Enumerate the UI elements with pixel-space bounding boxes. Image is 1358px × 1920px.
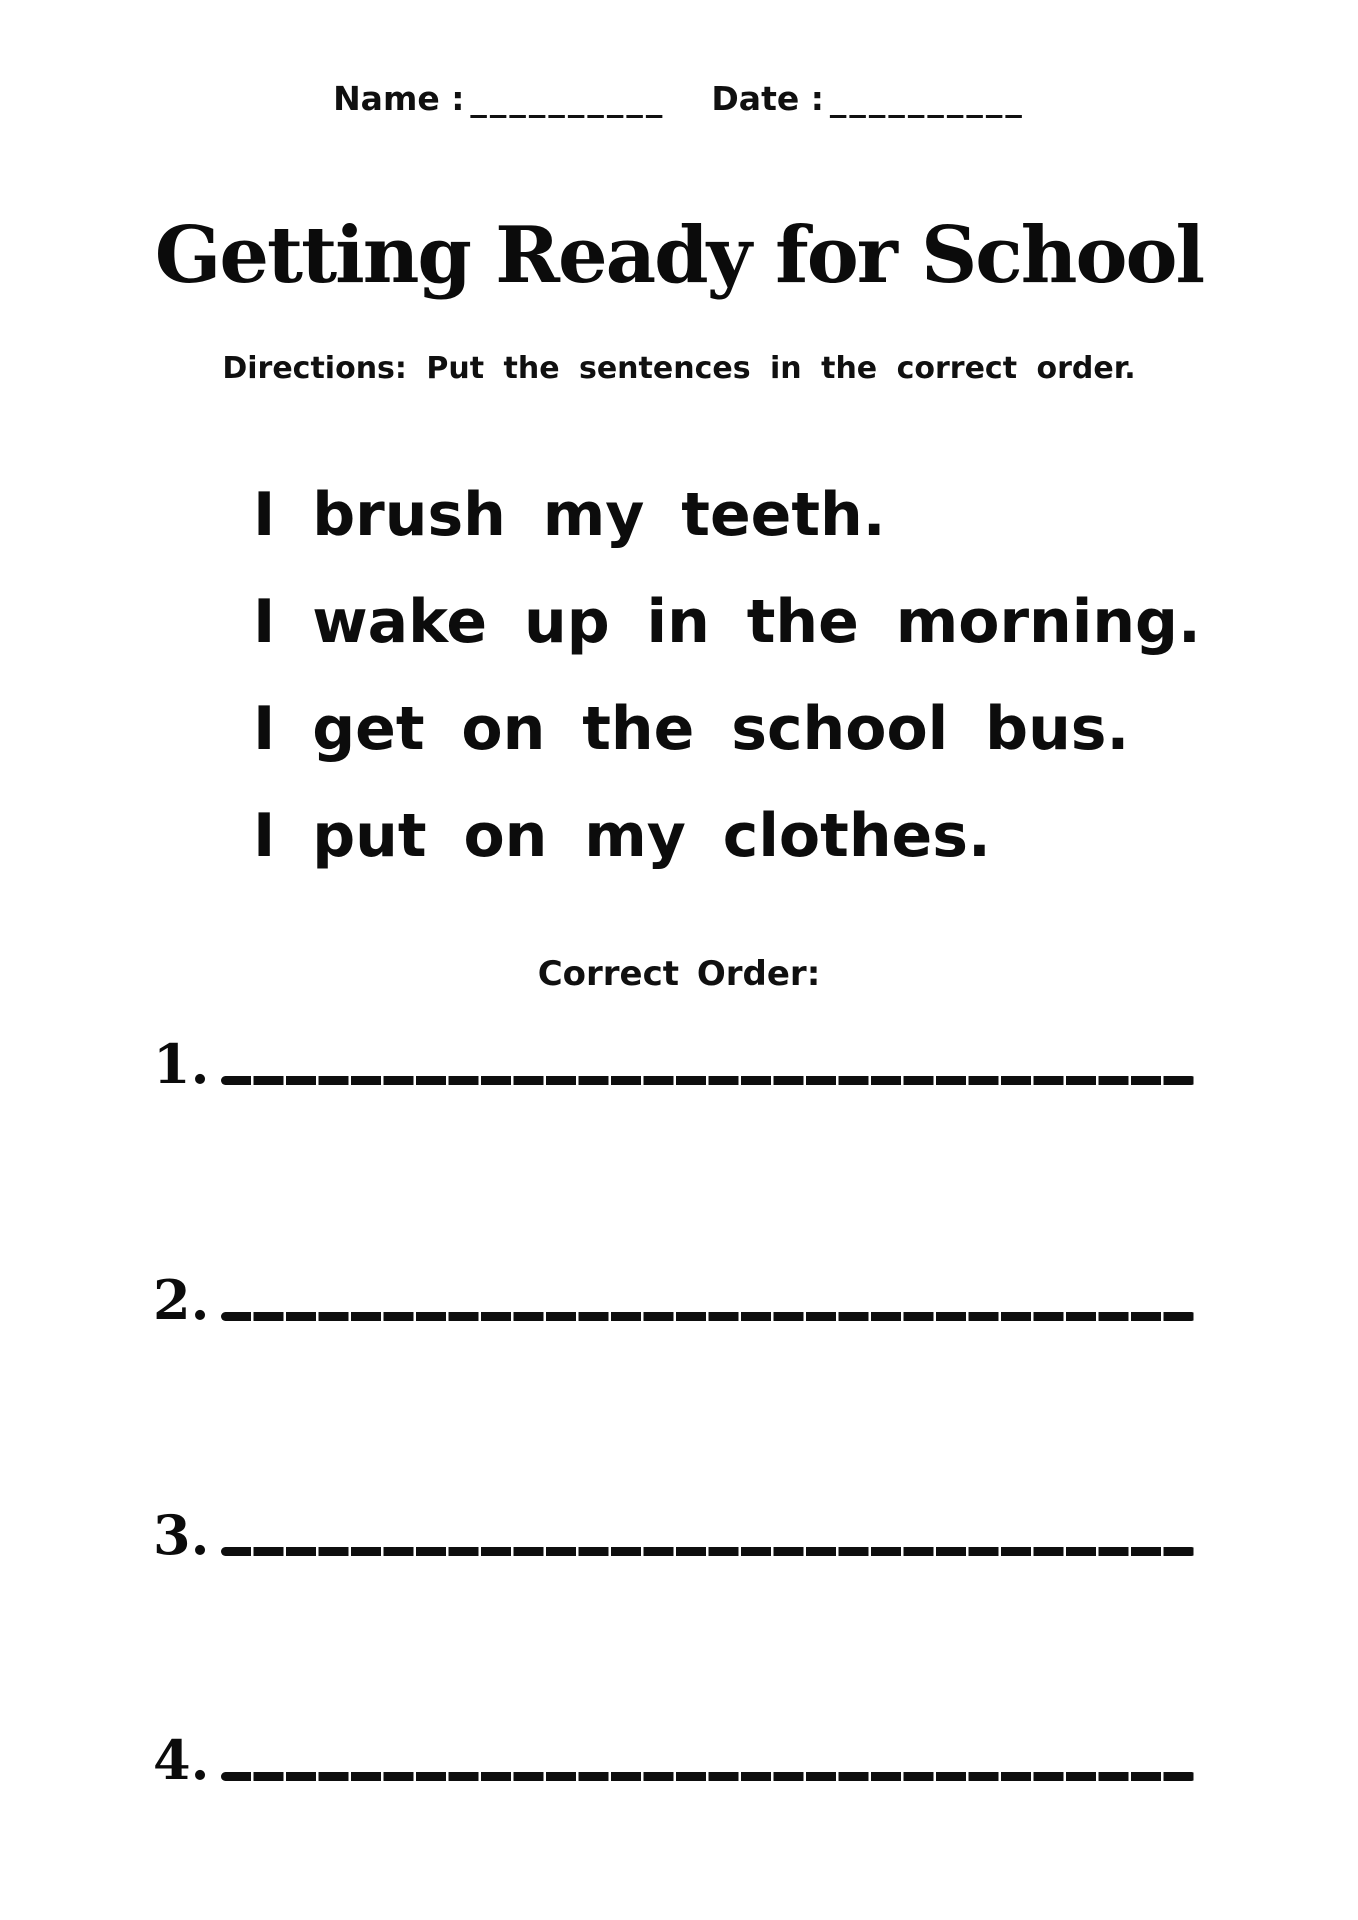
answer-number-3: 3. bbox=[153, 1503, 210, 1567]
answer-blank-line-2[interactable] bbox=[221, 1312, 1196, 1321]
sentence-list bbox=[253, 462, 1298, 890]
correct-order-heading: Correct Order: bbox=[537, 954, 821, 994]
name-blank-field[interactable]: __________ bbox=[470, 79, 666, 118]
answer-row-4 bbox=[153, 1728, 1196, 1792]
answer-number-4: 4. bbox=[153, 1728, 210, 1792]
page-title: Getting Ready for School bbox=[154, 210, 1204, 301]
answer-number-2: 2. bbox=[153, 1268, 210, 1332]
name-date-row bbox=[0, 78, 1358, 120]
answer-number-1: 1. bbox=[153, 1032, 210, 1096]
date-blank-field[interactable]: __________ bbox=[829, 79, 1025, 118]
answer-blank-line-4[interactable] bbox=[221, 1772, 1196, 1781]
sentence-item: I wake up in the morning. bbox=[253, 587, 1201, 657]
answer-row-2 bbox=[153, 1268, 1196, 1332]
answer-blank-line-1[interactable] bbox=[221, 1076, 1196, 1085]
sentence-item: I get on the school bus. bbox=[253, 694, 1130, 764]
date-label: Date : bbox=[711, 79, 824, 118]
sentence-item: I put on my clothes. bbox=[253, 801, 991, 871]
answer-blank-line-3[interactable] bbox=[221, 1547, 1196, 1556]
answer-row-3 bbox=[153, 1503, 1196, 1567]
sentence-item: I brush my teeth. bbox=[253, 480, 886, 550]
answer-row-1 bbox=[153, 1032, 1196, 1096]
directions-text: Directions: Put the sentences in the correct order. bbox=[222, 351, 1136, 386]
name-label: Name : bbox=[333, 79, 465, 118]
